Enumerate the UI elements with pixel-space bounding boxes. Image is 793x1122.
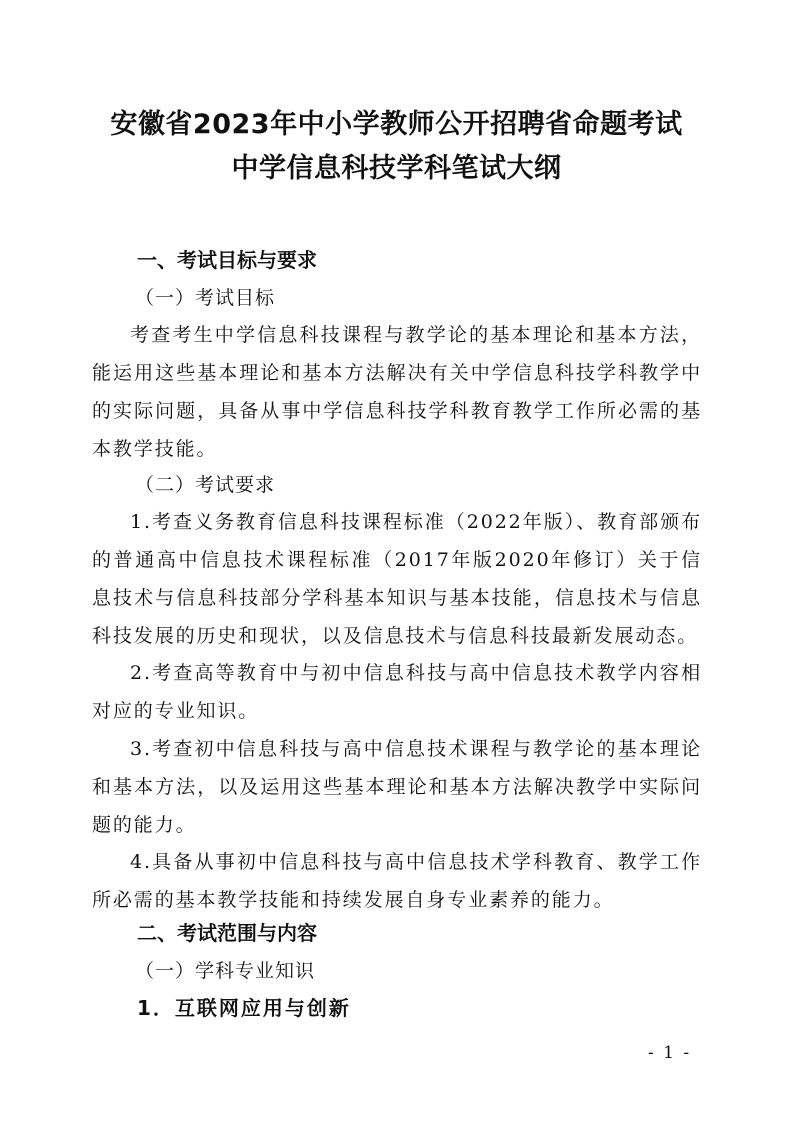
page-number: - 1 - <box>648 1043 692 1063</box>
document-title-line-2: 中学信息科技学科笔试大纲 <box>231 153 562 184</box>
requirement-item-3: 3.考查初中信息科技与高中信息技术课程与教学论的基本理论和基本方法，以及运用这些基本理论和基本方法解决教学中实际问题的能力。 <box>92 738 702 836</box>
section-2-heading: 二、考试范围与内容 <box>137 921 317 945</box>
section-2-sub-1-item-1: 1．互联网应用与创新 <box>137 996 351 1020</box>
section-1-sub-1-paragraph: 考查考生中学信息科技课程与教学论的基本理论和基本方法，能运用这些基本理论和基本方法解决有关中学信息科技学科教学中的实际问题，具备从事中学信息科技学科教育教学工作所必需的基本教学技能。 <box>92 324 702 460</box>
requirement-item-4: 4.具备从事初中信息科技与高中信息技术学科教育、教学工作所必需的基本教学技能和持续发展自身专业素养的能力。 <box>92 851 702 911</box>
section-1-heading: 一、考试目标与要求 <box>137 248 317 272</box>
document-title-line-1: 安徽省2023年中小学教师公开招聘省命题考试 <box>110 109 683 140</box>
section-1-sub-2-heading: （二）考试要求 <box>135 474 276 496</box>
requirement-item-1: 1.考查义务教育信息科技课程标准（2022年版）、教育部颁布的普通高中信息技术课程标准（2017年版2020年修订）关于信息技术与信息科技部分学科基本知识与基本技能，信息技术与信息科技发展的历史和现状，以及信息技术与信息科技最新发展动态。 <box>92 511 702 647</box>
section-1-sub-1-heading: （一）考试目标 <box>135 287 276 309</box>
section-2-sub-1-heading: （一）学科专业知识 <box>135 960 316 982</box>
requirement-item-2: 2.考查高等教育中与初中信息科技与高中信息技术教学内容相对应的专业知识。 <box>92 662 702 722</box>
